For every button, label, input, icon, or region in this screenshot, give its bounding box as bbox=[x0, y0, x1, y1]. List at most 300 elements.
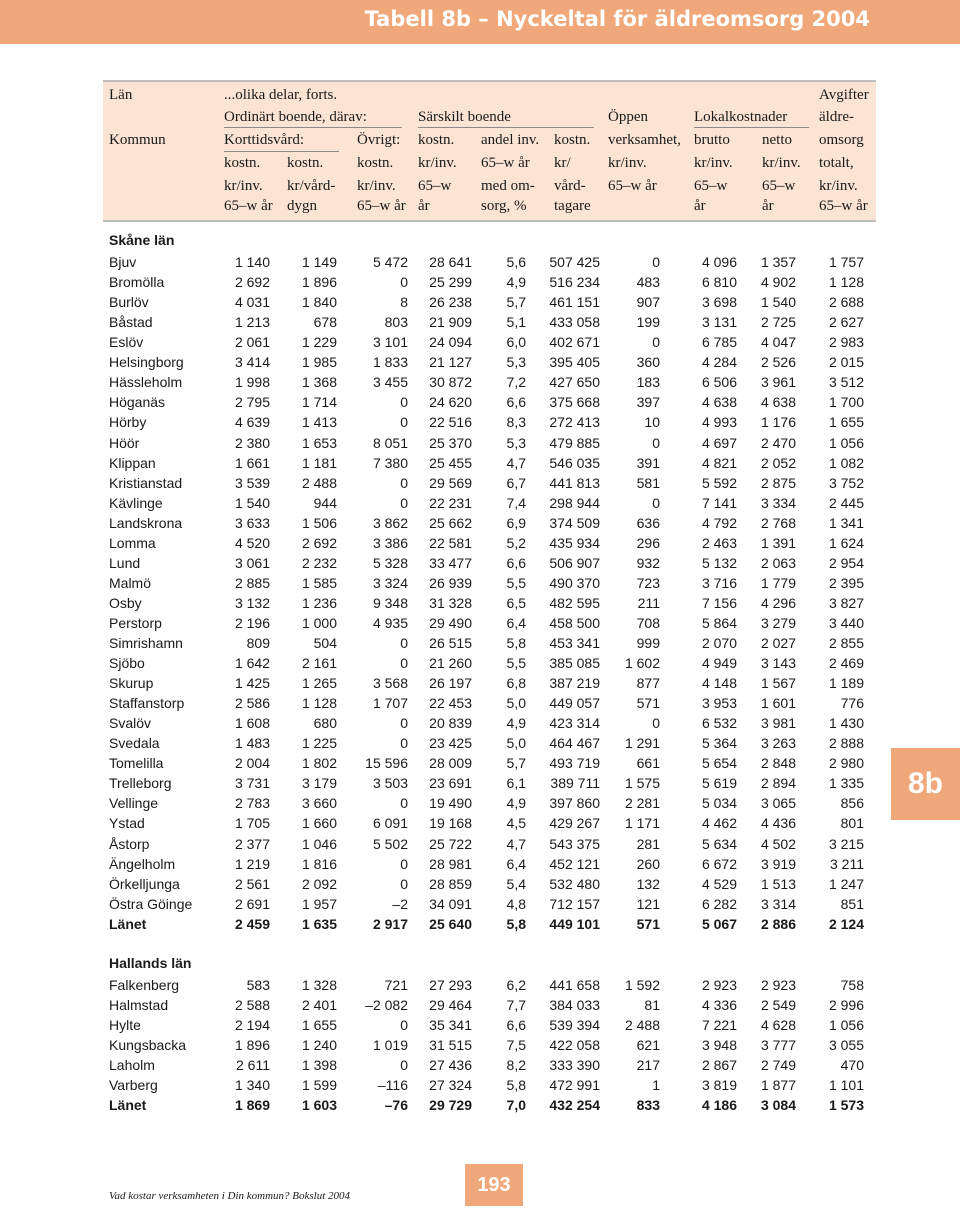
table-cell: 5,0 bbox=[506, 735, 526, 752]
table-cell: 2 917 bbox=[372, 915, 408, 932]
table-cell: 4,9 bbox=[506, 274, 526, 291]
table-cell: 2 377 bbox=[234, 835, 270, 852]
table-cell: 5,5 bbox=[506, 574, 526, 591]
table-cell: 435 934 bbox=[549, 534, 600, 551]
header-cell: 65–w år bbox=[357, 198, 406, 214]
table-cell: 0 bbox=[400, 715, 408, 732]
table-cell: 2 954 bbox=[828, 554, 864, 571]
table-cell: 1 779 bbox=[760, 574, 796, 591]
kommun-name: Östra Göinge bbox=[109, 895, 193, 912]
table-cell: 1 660 bbox=[301, 815, 337, 832]
table-row bbox=[0, 553, 960, 573]
table-cell: 1 391 bbox=[760, 534, 796, 551]
table-cell: 3 314 bbox=[760, 895, 796, 912]
table-cell: 6,1 bbox=[506, 775, 526, 792]
table-cell: 6,8 bbox=[506, 675, 526, 692]
table-cell: 2 768 bbox=[760, 514, 796, 531]
table-row bbox=[0, 673, 960, 693]
table-cell: 999 bbox=[636, 635, 660, 651]
table-row bbox=[0, 753, 960, 773]
table-cell: 81 bbox=[644, 996, 660, 1013]
table-cell: 28 641 bbox=[429, 254, 472, 271]
table-cell: 1 575 bbox=[624, 775, 660, 792]
table-cell: 2 996 bbox=[828, 996, 864, 1013]
kommun-name: Länet bbox=[109, 1097, 147, 1114]
table-cell: 26 197 bbox=[429, 675, 472, 692]
table-cell: 1 869 bbox=[234, 1097, 270, 1114]
table-cell: 1 757 bbox=[828, 254, 864, 271]
table-cell: 1 019 bbox=[372, 1036, 408, 1053]
table-cell: 4 502 bbox=[760, 835, 796, 852]
table-cell: 8 051 bbox=[372, 434, 408, 451]
table-cell: 516 234 bbox=[549, 274, 600, 291]
header-ordinart-boende: Ordinärt boende, därav: bbox=[224, 109, 367, 125]
table-cell: 3 981 bbox=[760, 715, 796, 732]
header-cell: kr/inv. bbox=[762, 155, 801, 171]
table-cell: 5,6 bbox=[506, 254, 526, 271]
table-cell: 1 000 bbox=[301, 614, 337, 631]
table-cell: 1 181 bbox=[301, 454, 337, 471]
table-cell: 1 877 bbox=[760, 1077, 796, 1094]
table-cell: 0 bbox=[400, 735, 408, 752]
table-cell: 260 bbox=[636, 855, 660, 872]
table-cell: 3 568 bbox=[372, 675, 408, 692]
header-cell: år bbox=[762, 198, 774, 214]
header-andel-inv: andel inv. bbox=[481, 132, 540, 148]
table-cell: 1 128 bbox=[301, 695, 337, 712]
table-cell: 272 413 bbox=[549, 414, 600, 431]
table-cell: 281 bbox=[636, 835, 660, 852]
table-row bbox=[0, 733, 960, 753]
table-cell: 4 336 bbox=[701, 996, 737, 1013]
kommun-name: Höganäs bbox=[109, 394, 166, 411]
table-cell: 449 057 bbox=[549, 695, 600, 712]
table-cell: 4 639 bbox=[234, 414, 270, 431]
table-row bbox=[0, 1075, 960, 1095]
table-cell: 1 240 bbox=[301, 1036, 337, 1053]
header-rule-lokal bbox=[694, 127, 809, 128]
table-cell: 4 031 bbox=[234, 294, 270, 311]
table-cell: 1 653 bbox=[301, 434, 337, 451]
table-cell: 3 752 bbox=[828, 474, 864, 491]
table-cell: 2 923 bbox=[760, 976, 796, 993]
table-cell: 1 506 bbox=[301, 514, 337, 531]
table-cell: 121 bbox=[636, 895, 660, 912]
kommun-name: Bjuv bbox=[109, 254, 137, 271]
table-cell: 1 601 bbox=[760, 695, 796, 712]
table-cell: 803 bbox=[384, 314, 408, 331]
table-cell: 1 705 bbox=[234, 815, 270, 832]
header-cell: kostn. bbox=[287, 155, 324, 171]
table-cell: 3 414 bbox=[234, 354, 270, 371]
table-cell: 296 bbox=[636, 534, 660, 551]
kommun-name: Kungsbacka bbox=[109, 1036, 187, 1053]
table-cell: 1 425 bbox=[234, 675, 270, 692]
table-cell: 2 627 bbox=[828, 314, 864, 331]
table-cell: 2 867 bbox=[701, 1057, 737, 1073]
table-cell: 1 540 bbox=[234, 494, 270, 511]
table-cell: 506 907 bbox=[549, 554, 600, 571]
table-cell: 877 bbox=[636, 675, 660, 692]
header-cell: kostn. bbox=[357, 155, 394, 171]
table-cell: 25 455 bbox=[429, 454, 472, 471]
table-cell: 0 bbox=[400, 414, 408, 431]
table-cell: 5,7 bbox=[506, 755, 526, 772]
kommun-name: Sjöbo bbox=[109, 655, 145, 672]
table-row bbox=[0, 412, 960, 432]
table-cell: 1 291 bbox=[624, 735, 660, 752]
table-cell: 423 314 bbox=[549, 715, 600, 732]
table-cell: 3 386 bbox=[372, 534, 408, 551]
table-cell: 493 719 bbox=[549, 755, 600, 772]
table-cell: 1 229 bbox=[301, 334, 337, 351]
table-row bbox=[0, 633, 960, 653]
table-cell: 387 219 bbox=[549, 675, 600, 692]
table-cell: 5 654 bbox=[701, 755, 737, 772]
table-cell: 3 716 bbox=[701, 574, 737, 591]
table-cell: 2 980 bbox=[828, 755, 864, 772]
table-cell: 3 061 bbox=[234, 554, 270, 571]
header-cell: 65–w bbox=[694, 178, 728, 194]
table-cell: 21 909 bbox=[429, 314, 472, 331]
table-cell: 2 875 bbox=[760, 474, 796, 491]
table-cell: 29 490 bbox=[429, 614, 472, 631]
header-ovrigt: Övrigt: bbox=[357, 132, 401, 148]
table-cell: 20 839 bbox=[429, 715, 472, 732]
kommun-name: Falkenberg bbox=[109, 976, 180, 993]
table-cell: 1 624 bbox=[828, 534, 864, 551]
table-row bbox=[0, 713, 960, 733]
table-cell: 3 948 bbox=[701, 1036, 737, 1053]
table-cell: 2 855 bbox=[828, 635, 864, 651]
table-cell: 7,5 bbox=[506, 1036, 526, 1053]
table-cell: 0 bbox=[400, 394, 408, 411]
table-row bbox=[0, 995, 960, 1015]
table-cell: 397 bbox=[636, 394, 660, 411]
table-cell: 3 334 bbox=[760, 494, 796, 511]
kommun-name: Vellinge bbox=[109, 795, 159, 812]
table-cell: 0 bbox=[400, 1016, 408, 1033]
header-kostn: kostn. bbox=[418, 132, 455, 148]
table-cell: 7 221 bbox=[701, 1016, 737, 1033]
table-row bbox=[0, 473, 960, 493]
table-cell: 4 902 bbox=[760, 274, 796, 291]
table-cell: 3 055 bbox=[828, 1036, 864, 1053]
table-cell: 4 296 bbox=[760, 594, 796, 611]
table-cell: 2 725 bbox=[760, 314, 796, 331]
table-cell: 7 141 bbox=[701, 494, 737, 511]
table-cell: 2 061 bbox=[234, 334, 270, 351]
table-row bbox=[0, 894, 960, 914]
table-cell: 2 232 bbox=[301, 554, 337, 571]
header-rule-korttid bbox=[224, 151, 339, 152]
kommun-name: Höör bbox=[109, 434, 140, 451]
kommun-name: Ängelholm bbox=[109, 855, 176, 872]
table-cell: 6,2 bbox=[506, 976, 526, 993]
table-cell: 5,3 bbox=[506, 354, 526, 371]
table-cell: 24 094 bbox=[429, 334, 472, 351]
table-cell: 4 638 bbox=[760, 394, 796, 411]
table-cell: 211 bbox=[637, 594, 660, 611]
table-cell: 4,9 bbox=[506, 715, 526, 732]
kommun-name: Varberg bbox=[109, 1077, 158, 1094]
header-oppen: Öppen bbox=[608, 109, 648, 125]
header-brutto: brutto bbox=[694, 132, 730, 148]
table-cell: 4 935 bbox=[372, 614, 408, 631]
table-cell: 2 380 bbox=[234, 434, 270, 451]
table-cell: 0 bbox=[400, 474, 408, 491]
header-netto: netto bbox=[762, 132, 792, 148]
table-cell: 4 436 bbox=[760, 815, 796, 832]
table-cell: 6 785 bbox=[701, 334, 737, 351]
table-cell: 4 638 bbox=[701, 394, 737, 411]
table-cell: 944 bbox=[313, 494, 337, 511]
table-cell: 3 633 bbox=[234, 514, 270, 531]
table-row bbox=[0, 874, 960, 894]
table-row bbox=[0, 653, 960, 673]
kommun-name: Klippan bbox=[109, 454, 156, 471]
table-cell: 758 bbox=[840, 976, 864, 993]
kommun-name: Skurup bbox=[109, 675, 154, 692]
table-cell: 19 168 bbox=[429, 815, 472, 832]
table-cell: 5 864 bbox=[701, 614, 737, 631]
header-cell: sorg, % bbox=[481, 198, 527, 214]
table-cell: 1 802 bbox=[301, 755, 337, 772]
table-cell: 2 923 bbox=[701, 976, 737, 993]
header-cell: 65–w år bbox=[608, 178, 657, 194]
table-cell: 4 284 bbox=[701, 354, 737, 371]
table-cell: 1 398 bbox=[301, 1057, 337, 1073]
table-cell: 385 085 bbox=[549, 655, 600, 672]
table-cell: 3 132 bbox=[234, 594, 270, 611]
table-cell: 5,8 bbox=[506, 635, 526, 651]
table-cell: 1 046 bbox=[301, 835, 337, 852]
table-cell: 5,8 bbox=[506, 1077, 526, 1094]
table-cell: 433 058 bbox=[549, 314, 600, 331]
table-cell: 1 357 bbox=[760, 254, 796, 271]
table-cell: 2 488 bbox=[624, 1016, 660, 1033]
table-cell: 2 888 bbox=[828, 735, 864, 752]
header-cell: år bbox=[694, 198, 706, 214]
table-cell: 6,4 bbox=[506, 855, 526, 872]
table-row bbox=[0, 793, 960, 813]
table-cell: 4 462 bbox=[701, 815, 737, 832]
table-cell: 0 bbox=[400, 494, 408, 511]
kommun-name: Malmö bbox=[109, 574, 152, 591]
table-cell: 441 813 bbox=[549, 474, 600, 491]
table-row bbox=[0, 1055, 960, 1075]
table-cell: 1 707 bbox=[372, 695, 408, 712]
table-cell: 1 608 bbox=[234, 715, 270, 732]
table-cell: 23 691 bbox=[429, 775, 472, 792]
table-cell: 4 047 bbox=[760, 334, 796, 351]
table-cell: 1 661 bbox=[234, 454, 270, 471]
table-cell: 479 885 bbox=[549, 434, 600, 451]
table-cell: 4 792 bbox=[701, 514, 737, 531]
header-cell: kr/inv. bbox=[357, 178, 396, 194]
table-cell: 0 bbox=[652, 334, 660, 351]
header-lan: Län bbox=[109, 87, 133, 103]
table-cell: 384 033 bbox=[549, 996, 600, 1013]
table-cell: 708 bbox=[636, 614, 660, 631]
table-cell: 851 bbox=[840, 895, 864, 912]
table-cell: 483 bbox=[636, 274, 660, 291]
header-cell: 65–w år bbox=[481, 155, 530, 171]
table-cell: 1 513 bbox=[760, 875, 796, 892]
table-cell: 28 981 bbox=[429, 855, 472, 872]
header-lokalkostnader: Lokalkostnader bbox=[694, 109, 788, 125]
table-cell: 3 131 bbox=[701, 314, 737, 331]
table-cell: 8,2 bbox=[506, 1057, 526, 1073]
table-cell: 183 bbox=[636, 374, 660, 391]
table-cell: 2 588 bbox=[234, 996, 270, 1013]
table-cell: 7 380 bbox=[372, 454, 408, 471]
header-omsorg: omsorg bbox=[819, 132, 864, 148]
table-row bbox=[0, 453, 960, 473]
table-cell: 26 939 bbox=[429, 574, 472, 591]
table-cell: 3 539 bbox=[234, 474, 270, 491]
kommun-name: Eslöv bbox=[109, 334, 144, 351]
table-cell: 132 bbox=[636, 875, 660, 892]
table-cell: 2 470 bbox=[760, 434, 796, 451]
header-rule-sarskilt bbox=[418, 127, 594, 128]
table-row bbox=[0, 854, 960, 874]
header-cell: kr/inv. bbox=[608, 155, 647, 171]
table-cell: 2 688 bbox=[828, 294, 864, 311]
table-cell: 6,4 bbox=[506, 614, 526, 631]
table-cell: 4,8 bbox=[506, 895, 526, 912]
table-cell: 2 488 bbox=[301, 474, 337, 491]
header-cell: 65–w år bbox=[819, 198, 868, 214]
table-cell: 5 502 bbox=[372, 835, 408, 852]
header-verksamhet: verksamhet, bbox=[608, 132, 681, 148]
table-cell: 422 058 bbox=[549, 1036, 600, 1053]
table-cell: 1 540 bbox=[760, 294, 796, 311]
table-cell: 2 194 bbox=[234, 1016, 270, 1033]
table-cell: 4 520 bbox=[234, 534, 270, 551]
table-cell: 3 731 bbox=[234, 775, 270, 792]
table-cell: 25 722 bbox=[429, 835, 472, 852]
header-avgifter: Avgifter bbox=[819, 87, 869, 103]
table-cell: 31 515 bbox=[429, 1036, 472, 1053]
header-kommun: Kommun bbox=[109, 132, 166, 148]
table-cell: 1 236 bbox=[301, 594, 337, 611]
table-cell: 1 483 bbox=[234, 735, 270, 752]
table-row bbox=[0, 493, 960, 513]
table-cell: 25 640 bbox=[429, 915, 472, 932]
table-cell: 6,7 bbox=[506, 474, 526, 491]
kommun-name: Landskrona bbox=[109, 514, 183, 531]
table-cell: 932 bbox=[636, 554, 660, 571]
table-cell: 397 860 bbox=[549, 795, 600, 812]
table-cell: 2 894 bbox=[760, 775, 796, 792]
table-cell: 7,0 bbox=[506, 1097, 526, 1114]
table-cell: 2 886 bbox=[760, 915, 796, 932]
table-row bbox=[0, 593, 960, 613]
table-cell: 5,7 bbox=[506, 294, 526, 311]
table-cell: 22 581 bbox=[429, 534, 472, 551]
table-row bbox=[0, 613, 960, 633]
table-cell: 389 711 bbox=[550, 775, 600, 792]
table-cell: 0 bbox=[652, 494, 660, 511]
header-cell: med om- bbox=[481, 178, 535, 194]
table-row bbox=[0, 975, 960, 995]
header-cell: kostn. bbox=[224, 155, 261, 171]
table-cell: 4,5 bbox=[506, 815, 526, 832]
kommun-name: Lund bbox=[109, 554, 141, 571]
table-cell: 25 662 bbox=[429, 514, 472, 531]
table-cell: 1 998 bbox=[234, 374, 270, 391]
table-cell: 5,0 bbox=[506, 695, 526, 712]
table-cell: 2 070 bbox=[701, 635, 737, 651]
table-cell: 2 795 bbox=[234, 394, 270, 411]
table-cell: 217 bbox=[636, 1057, 660, 1073]
table-cell: 26 238 bbox=[429, 294, 472, 311]
header-aldre: äldre- bbox=[819, 109, 854, 125]
table-cell: 7,4 bbox=[506, 494, 526, 511]
table-cell: 5,3 bbox=[506, 434, 526, 451]
table-cell: 4 186 bbox=[701, 1097, 737, 1114]
table-cell: 427 650 bbox=[549, 374, 600, 391]
table-cell: 458 500 bbox=[549, 614, 600, 631]
table-cell: 0 bbox=[652, 434, 660, 451]
table-cell: 6 506 bbox=[701, 374, 737, 391]
header-cell: 65–w år bbox=[224, 198, 273, 214]
table-cell: 3 827 bbox=[828, 594, 864, 611]
table-cell: 1 082 bbox=[828, 454, 864, 471]
table-cell: 581 bbox=[636, 474, 660, 491]
table-cell: 1 328 bbox=[301, 976, 337, 993]
table-cell: 6 282 bbox=[701, 895, 737, 912]
table-row bbox=[0, 312, 960, 332]
table-cell: 429 267 bbox=[549, 815, 600, 832]
table-cell: 723 bbox=[636, 574, 660, 591]
total-row bbox=[0, 914, 960, 934]
table-cell: 0 bbox=[652, 715, 660, 732]
table-cell: 2 586 bbox=[234, 695, 270, 712]
table-cell: 3 279 bbox=[760, 614, 796, 631]
table-cell: 571 bbox=[636, 915, 660, 932]
table-cell: 19 490 bbox=[429, 795, 472, 812]
table-cell: 21 127 bbox=[429, 354, 472, 371]
kommun-name: Åstorp bbox=[109, 835, 150, 852]
table-cell: 8 bbox=[400, 294, 408, 311]
table-cell: 1 430 bbox=[828, 715, 864, 732]
table-row bbox=[0, 252, 960, 272]
table-cell: 2 445 bbox=[828, 494, 864, 511]
table-cell: 801 bbox=[840, 815, 864, 832]
table-cell: 21 260 bbox=[429, 655, 472, 672]
table-cell: 5 067 bbox=[701, 915, 737, 932]
table-cell: 3 440 bbox=[828, 614, 864, 631]
table-cell: 5 472 bbox=[372, 254, 408, 271]
table-cell: 375 668 bbox=[549, 394, 600, 411]
table-cell: 482 595 bbox=[549, 594, 600, 611]
table-cell: 1 585 bbox=[301, 574, 337, 591]
table-cell: 2 983 bbox=[828, 334, 864, 351]
table-cell: 2 463 bbox=[701, 534, 737, 551]
table-cell: 2 401 bbox=[301, 996, 337, 1013]
table-cell: 6,9 bbox=[506, 514, 526, 531]
table-cell: 15 596 bbox=[365, 755, 408, 772]
table-cell: 3 101 bbox=[372, 334, 408, 351]
table-cell: 31 328 bbox=[429, 594, 472, 611]
table-cell: –2 bbox=[392, 895, 408, 912]
table-cell: 539 394 bbox=[549, 1016, 600, 1033]
header-cell: kr/inv. bbox=[819, 178, 858, 194]
table-cell: 2 281 bbox=[624, 795, 660, 812]
table-cell: 26 515 bbox=[429, 635, 472, 651]
